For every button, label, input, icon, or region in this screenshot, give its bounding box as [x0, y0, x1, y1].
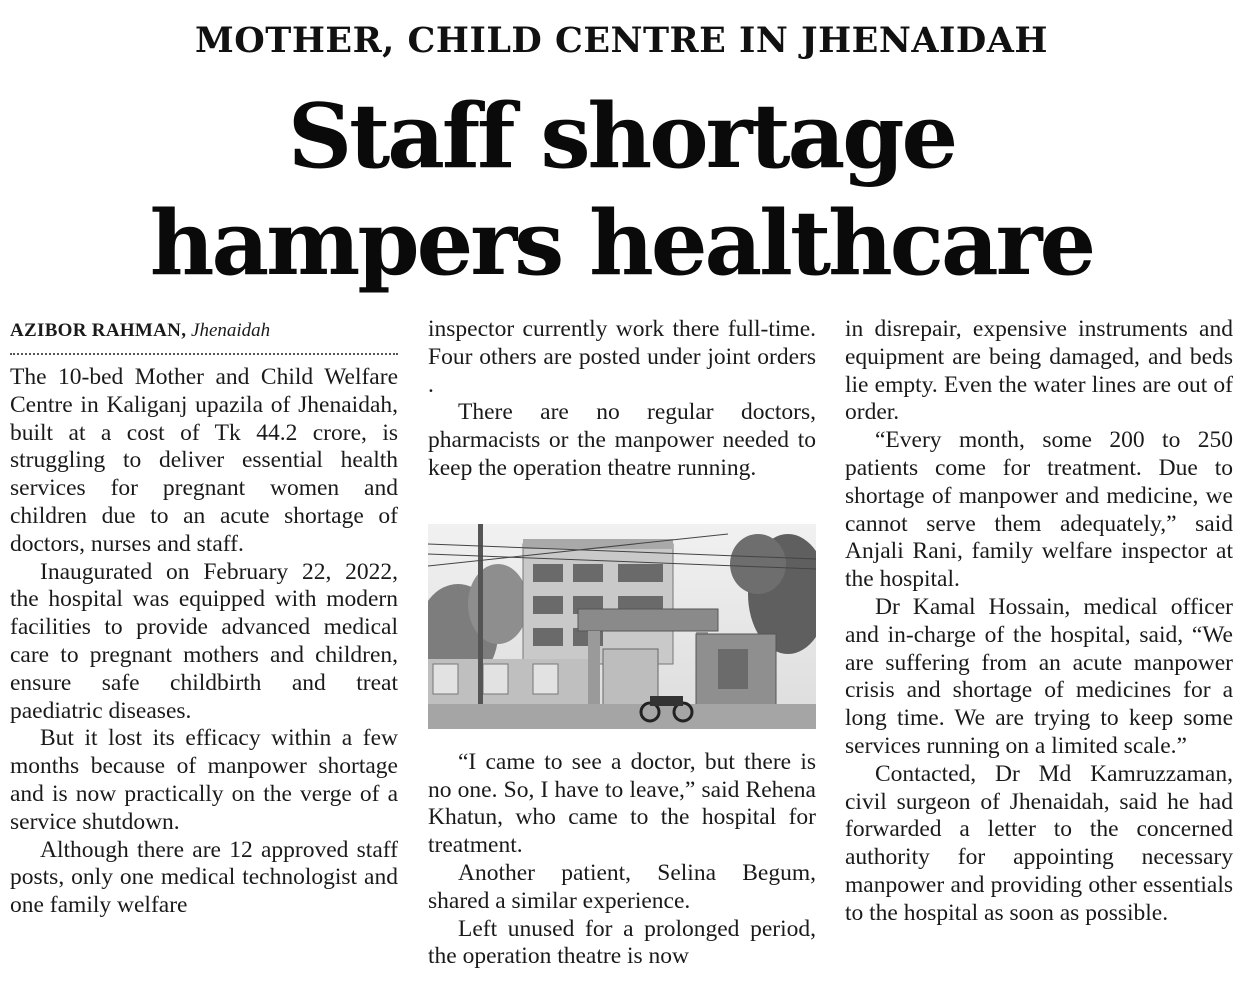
- column-2: [428, 316, 816, 971]
- column-1: [10, 316, 398, 920]
- hospital-building-image: [428, 524, 816, 729]
- paragraph-5: There are no regular doctors, pharmacists or the manpower needed to keep the operation theatre running.: [428, 399, 816, 481]
- paragraph-4-start: Although there are 12 approved staff posts, only one medical technologist and one family welfare: [10, 836, 398, 919]
- headline: [0, 82, 1243, 296]
- paragraph-3: But it lost its efficacy within a few months because of manpower shortage and is now practically on the verge of a service shutdown.: [10, 725, 398, 835]
- paragraph-4-continued: inspector currently work there full-time. Four others are posted under joint orders .: [428, 316, 816, 398]
- kicker: MOTHER, CHILD CENTRE IN JHENAIDAH: [195, 20, 1048, 61]
- paragraph-7: Another patient, Selina Begum, shared a similar experience.: [428, 859, 816, 914]
- paragraph-8-start: Left unused for a prolonged period, the operation theatre is now: [428, 915, 816, 970]
- paragraph-2: Inaugurated on February 22, 2022, the hospital was equipped with modern facilities to provide advanced medical care to pregnant mothers and children, ensure safe childbirth and treat paediatric diseases.: [10, 558, 398, 724]
- paragraph-10: Dr Kamal Hossain, medical officer and in-charge of the hospital, said, “We are suffering from an acute manpower crisis and shortage of medicines for a long time. We are trying to keep some services running on a limited scale.”: [845, 593, 1233, 759]
- byline-location: Jhenaidah: [191, 320, 271, 341]
- hospital-photo: [428, 524, 816, 729]
- paragraph-8-continued: in disrepair, expensive instruments and equipment are being damaged, and beds lie empty. Even the water lines are out of order.: [845, 316, 1233, 426]
- byline-author: AZIBOR RAHMAN,: [10, 320, 187, 341]
- byline-divider: [10, 353, 398, 355]
- byline: [10, 316, 398, 346]
- paragraph-9: “Every month, some 200 to 250 patients come for treatment. Due to shortage of manpower and medicine, we cannot serve them adequately,” said Anjali Rani, family welfare inspector at the hospital.: [845, 427, 1233, 593]
- headline-line-2: hampers healthcare: [149, 190, 1094, 295]
- paragraph-1: The 10-bed Mother and Child Welfare Centre in Kaliganj upazila of Jhenaidah, built at a cost of Tk 44.2 crore, is struggling to deliver essential health services for pregnant women and children due to an acute shortage of doctors, nurses and staff.: [10, 364, 398, 557]
- headline-line-1: Staff shortage: [287, 83, 956, 188]
- column-3: [845, 316, 1233, 928]
- paragraph-6: “I came to see a doctor, but there is no one. So, I have to leave,” said Rehena Khatun, who came to the hospital for treatment.: [428, 748, 816, 859]
- paragraph-11: Contacted, Dr Md Kamruzzaman, civil surgeon of Jhenaidah, said he had forwarded a letter to the concerned authority for appointing necessary manpower and providing other essentials to the hospital as soon as possible.: [845, 760, 1233, 926]
